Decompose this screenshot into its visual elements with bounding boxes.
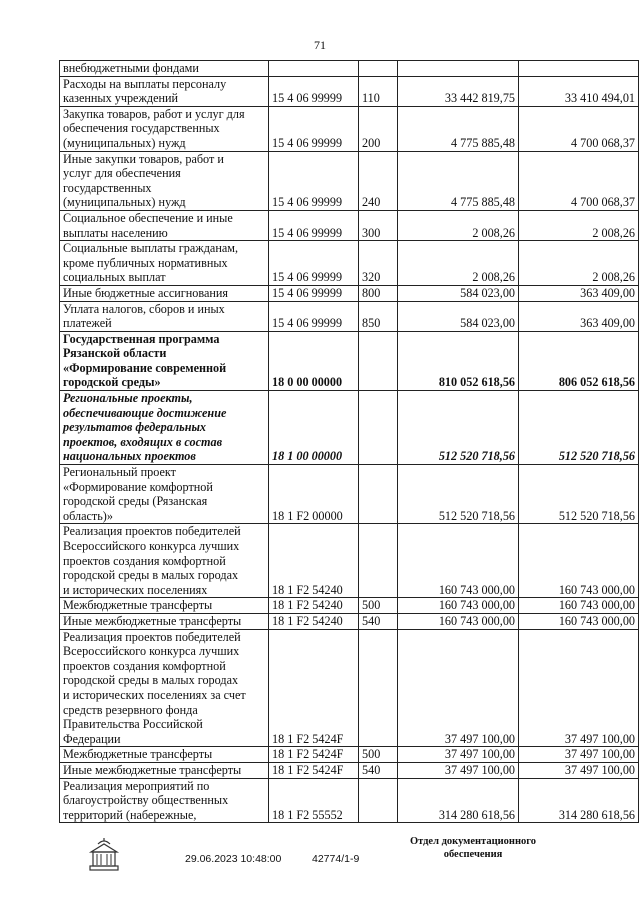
cell-name-line: и исторических поселениях	[63, 582, 208, 597]
cell-vr	[359, 331, 398, 390]
government-building-icon	[86, 838, 122, 872]
cell-sum-2023: 314 280 618,56	[398, 778, 519, 823]
table-row	[60, 210, 639, 240]
cell-name-line: «Формирование современной	[63, 360, 227, 375]
cell-name-line: внебюджетными фондами	[63, 61, 199, 75]
cell-name-line: казенных учреждений	[63, 91, 179, 106]
table-row	[60, 61, 639, 77]
cell-sum-2024: 33 410 494,01	[519, 76, 639, 106]
cell-name-line: городской среды»	[63, 375, 161, 390]
cell-name-line: Иные межбюджетные трансферты	[63, 613, 242, 628]
cell-name-line: благоустройству общественных	[63, 793, 229, 808]
footer-department	[398, 835, 548, 861]
cell-name-line: Иные бюджетные ассигнования	[63, 285, 229, 300]
cell-sum-2024: 160 743 000,00	[519, 598, 639, 614]
cell-name-line: Региональный проект	[63, 465, 176, 480]
cell-sum-2024: 37 497 100,00	[519, 629, 639, 747]
table-row	[60, 241, 639, 286]
table-row	[60, 331, 639, 390]
cell-vr	[359, 391, 398, 465]
cell-name	[60, 465, 269, 524]
cell-name	[60, 76, 269, 106]
cell-sum-2024: 2 008,26	[519, 241, 639, 286]
cell-csr: 15 4 06 99999	[269, 301, 359, 331]
cell-name-line: национальных проектов	[63, 449, 196, 464]
cell-name-line: государственных	[63, 180, 152, 195]
cell-csr: 15 4 06 99999	[269, 76, 359, 106]
cell-sum-2023: 37 497 100,00	[398, 747, 519, 763]
cell-name-line: Реализация проектов победителей	[63, 524, 241, 539]
cell-name-line: территорий (набережные,	[63, 807, 197, 822]
cell-vr: 850	[359, 301, 398, 331]
cell-vr	[359, 524, 398, 598]
cell-csr: 18 1 F2 00000	[269, 465, 359, 524]
table-row	[60, 151, 639, 210]
footer-department-line: Отдел документационного	[409, 836, 537, 847]
cell-name	[60, 241, 269, 286]
cell-name	[60, 210, 269, 240]
table-row	[60, 301, 639, 331]
cell-sum-2023: 2 008,26	[398, 241, 519, 286]
cell-name-line: выплаты населению	[63, 225, 168, 240]
cell-sum-2024: 806 052 618,56	[519, 331, 639, 390]
cell-sum-2024: 160 743 000,00	[519, 613, 639, 629]
budget-table	[59, 60, 639, 823]
cell-name	[60, 106, 269, 151]
cell-name	[60, 613, 269, 629]
footer-timestamp: 29.06.2023 10:48:00	[185, 853, 282, 865]
cell-name-line: Государственная программа	[63, 331, 220, 346]
cell-vr: 320	[359, 241, 398, 286]
cell-csr: 18 1 00 00000	[269, 391, 359, 465]
cell-name	[60, 762, 269, 778]
cell-name-line: Социальное обеспечение и иные	[63, 210, 233, 225]
cell-csr: 18 1 F2 55552	[269, 778, 359, 823]
cell-name-line: результатов федеральных	[63, 420, 207, 435]
cell-name-line: услуг для обеспечения	[63, 166, 181, 181]
cell-vr: 800	[359, 285, 398, 301]
cell-name-line: средств резервного фонда	[63, 702, 198, 717]
cell-sum-2024: 37 497 100,00	[519, 747, 639, 763]
cell-sum-2024: 4 700 068,37	[519, 151, 639, 210]
cell-sum-2023: 160 743 000,00	[398, 613, 519, 629]
cell-name-line: Иные закупки товаров, работ и	[63, 151, 224, 166]
cell-csr	[269, 61, 359, 77]
table-row	[60, 465, 639, 524]
cell-sum-2023	[398, 61, 519, 77]
cell-csr: 18 0 00 00000	[269, 331, 359, 390]
cell-sum-2024: 4 700 068,37	[519, 106, 639, 151]
cell-csr: 18 1 F2 5424F	[269, 762, 359, 778]
table-row	[60, 762, 639, 778]
cell-name-line: Правительства Российской	[63, 717, 203, 732]
cell-name-line: Рязанской области	[63, 346, 167, 361]
table-row	[60, 629, 639, 747]
table-row	[60, 391, 639, 465]
cell-sum-2023: 4 775 885,48	[398, 151, 519, 210]
table-row	[60, 106, 639, 151]
cell-sum-2024: 363 409,00	[519, 285, 639, 301]
table-row	[60, 747, 639, 763]
cell-name-line: Межбюджетные трансферты	[63, 598, 213, 613]
cell-sum-2023: 37 497 100,00	[398, 629, 519, 747]
cell-sum-2023: 512 520 718,56	[398, 465, 519, 524]
table-row	[60, 778, 639, 823]
cell-name-line: Иные межбюджетные трансферты	[63, 762, 242, 777]
cell-name-line: Закупка товаров, работ и услуг для	[63, 106, 245, 121]
cell-name	[60, 301, 269, 331]
cell-sum-2024: 160 743 000,00	[519, 524, 639, 598]
cell-sum-2023: 2 008,26	[398, 210, 519, 240]
footer-department-line: обеспечения	[443, 849, 503, 860]
cell-csr: 15 4 06 99999	[269, 285, 359, 301]
cell-vr: 500	[359, 747, 398, 763]
cell-name-line: городской среды (Рязанская	[63, 494, 208, 509]
cell-sum-2023: 4 775 885,48	[398, 106, 519, 151]
cell-sum-2023: 160 743 000,00	[398, 598, 519, 614]
cell-name	[60, 61, 269, 77]
cell-sum-2023: 810 052 618,56	[398, 331, 519, 390]
cell-csr: 15 4 06 99999	[269, 106, 359, 151]
cell-sum-2024	[519, 61, 639, 77]
cell-name-line: Всероссийского конкурса лучших	[63, 644, 240, 659]
cell-sum-2023: 584 023,00	[398, 301, 519, 331]
footer-doc-code: 42774/1-9	[312, 853, 360, 865]
cell-name-line: кроме публичных нормативных	[63, 255, 228, 270]
cell-vr: 540	[359, 762, 398, 778]
table-row	[60, 76, 639, 106]
cell-sum-2024: 314 280 618,56	[519, 778, 639, 823]
cell-name-line: Расходы на выплаты персоналу	[63, 76, 227, 91]
cell-vr	[359, 61, 398, 77]
cell-name-line: городской среды в малых городах	[63, 673, 239, 688]
table-row	[60, 285, 639, 301]
cell-sum-2023: 33 442 819,75	[398, 76, 519, 106]
cell-sum-2023: 37 497 100,00	[398, 762, 519, 778]
cell-csr: 18 1 F2 5424F	[269, 629, 359, 747]
cell-name-line: проектов создания комфортной	[63, 658, 226, 673]
cell-csr: 18 1 F2 54240	[269, 613, 359, 629]
cell-name-line: Реализация проектов победителей	[63, 629, 241, 644]
cell-name-line: городской среды в малых городах	[63, 568, 239, 583]
cell-csr: 15 4 06 99999	[269, 210, 359, 240]
cell-vr: 300	[359, 210, 398, 240]
cell-vr	[359, 629, 398, 747]
cell-sum-2024: 37 497 100,00	[519, 762, 639, 778]
cell-name-line: «Формирование комфортной	[63, 479, 213, 494]
cell-name-line: Социальные выплаты гражданам,	[63, 241, 239, 256]
cell-name	[60, 151, 269, 210]
table-row	[60, 613, 639, 629]
cell-name-line: социальных выплат	[63, 270, 166, 285]
cell-sum-2024: 363 409,00	[519, 301, 639, 331]
cell-name-line: Федерации	[63, 731, 121, 746]
cell-name-line: обеспечения государственных	[63, 121, 220, 136]
cell-name	[60, 629, 269, 747]
cell-name	[60, 747, 269, 763]
table-row	[60, 598, 639, 614]
cell-sum-2023: 512 520 718,56	[398, 391, 519, 465]
cell-csr: 18 1 F2 5424F	[269, 747, 359, 763]
cell-name	[60, 331, 269, 390]
cell-name-line: проектов, входящих в состав	[63, 434, 223, 449]
cell-sum-2023: 584 023,00	[398, 285, 519, 301]
cell-name	[60, 598, 269, 614]
cell-name-line: обеспечивающие достижение	[63, 405, 227, 420]
cell-vr: 200	[359, 106, 398, 151]
cell-name	[60, 778, 269, 823]
cell-sum-2024: 512 520 718,56	[519, 465, 639, 524]
cell-name-line: область)»	[63, 508, 113, 523]
cell-vr: 240	[359, 151, 398, 210]
cell-name-line: Межбюджетные трансферты	[63, 747, 213, 762]
cell-name-line: Региональные проекты,	[63, 391, 193, 406]
cell-vr	[359, 778, 398, 823]
cell-csr: 15 4 06 99999	[269, 151, 359, 210]
cell-sum-2023: 160 743 000,00	[398, 524, 519, 598]
cell-name-line: Уплата налогов, сборов и иных	[63, 301, 225, 316]
cell-name-line: проектов создания комфортной	[63, 553, 226, 568]
cell-sum-2024: 512 520 718,56	[519, 391, 639, 465]
budget-table-body	[60, 61, 639, 823]
cell-sum-2024: 2 008,26	[519, 210, 639, 240]
cell-csr: 18 1 F2 54240	[269, 598, 359, 614]
cell-csr: 15 4 06 99999	[269, 241, 359, 286]
cell-vr: 540	[359, 613, 398, 629]
cell-name	[60, 285, 269, 301]
cell-name-line: Всероссийского конкурса лучших	[63, 539, 240, 553]
cell-name-line: Реализация мероприятий по	[63, 778, 210, 793]
cell-vr: 110	[359, 76, 398, 106]
cell-name-line: (муниципальных) нужд	[63, 195, 186, 210]
table-row	[60, 524, 639, 598]
cell-csr: 18 1 F2 54240	[269, 524, 359, 598]
page-number: 71	[314, 38, 326, 52]
cell-name-line: платежей	[63, 316, 112, 331]
cell-vr: 500	[359, 598, 398, 614]
cell-vr	[359, 465, 398, 524]
cell-name-line: и исторических поселениях за счет	[63, 687, 246, 702]
cell-name	[60, 391, 269, 465]
cell-name-line: (муниципальных) нужд	[63, 135, 186, 150]
cell-name	[60, 524, 269, 598]
